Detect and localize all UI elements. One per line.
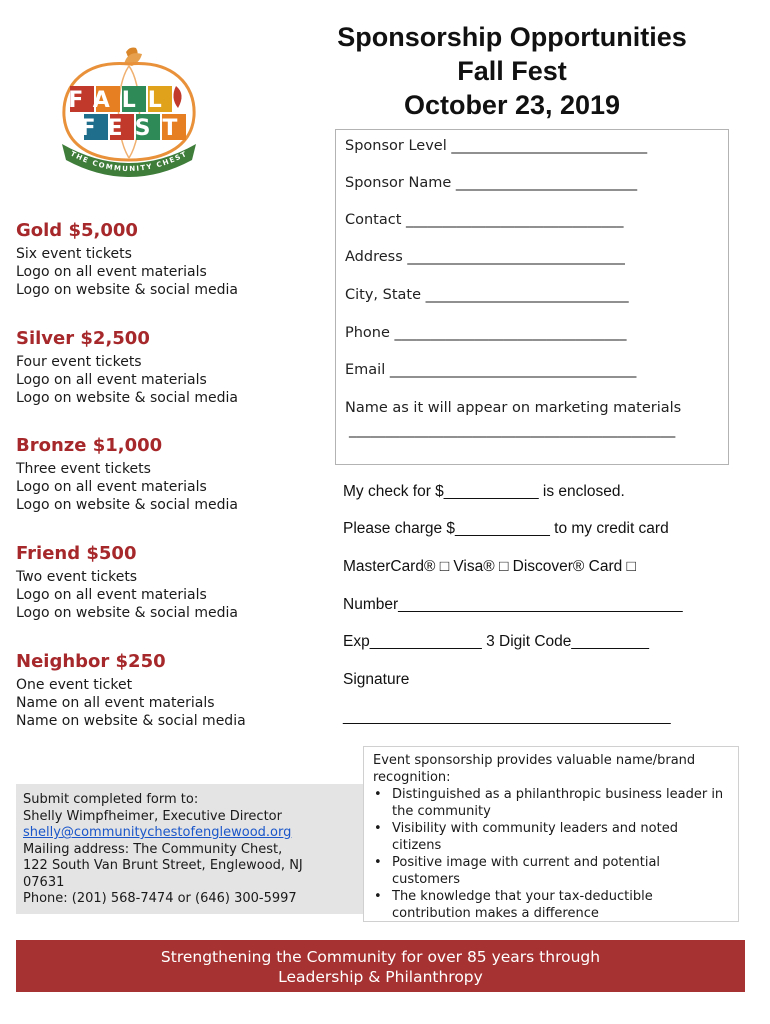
tier-friend	[16, 542, 336, 622]
signature-field[interactable]: ______________________________________	[343, 708, 671, 725]
leaf-icon	[173, 86, 181, 108]
city-state-field[interactable]: City, State ____________________________	[345, 287, 629, 303]
event-date: October 23, 2019	[403, 90, 621, 120]
marketing-name-field[interactable]: _____________________________________________	[349, 422, 676, 438]
tier-benefit: Six event tickets	[16, 246, 132, 262]
address-field[interactable]: Address ______________________________	[345, 249, 625, 265]
email-field[interactable]: Email __________________________________	[345, 362, 637, 378]
tier-benefit: Name on all event materials	[16, 695, 215, 711]
tier-silver	[16, 327, 336, 407]
footer-tagline: Strengthening the Community for over 85 years through	[160, 948, 601, 966]
svg-text:FEST: FEST	[80, 116, 190, 141]
tier-title: Friend $500	[16, 543, 137, 564]
page-title: Sponsorship Opportunities	[337, 22, 687, 52]
contact-person: Shelly Wimpfheimer, Executive Director	[23, 808, 282, 824]
logo-fall-tiles	[68, 86, 174, 113]
footer-banner	[16, 940, 745, 992]
contact-field[interactable]: Contact ______________________________	[345, 212, 624, 228]
expiry-code-field[interactable]: Exp_____________ 3 Digit Code_________	[343, 633, 649, 650]
logo-fest-tiles	[81, 114, 190, 141]
benefits-intro: Event sponsorship provides valuable name/brand recognition:	[373, 753, 696, 785]
check-amount-field[interactable]: My check for $___________ is enclosed.	[343, 483, 625, 500]
bullet-icon: •	[374, 855, 382, 870]
footer-tagline: Leadership & Philanthropy	[278, 968, 483, 986]
sponsor-level-field[interactable]: Sponsor Level ___________________________	[345, 138, 648, 154]
marketing-name-label: Name as it will appear on marketing materials	[345, 400, 682, 416]
tier-benefit: Logo on all event materials	[16, 587, 207, 603]
mailing-address-line: 07631	[23, 874, 65, 890]
tier-title: Gold $5,000	[16, 220, 138, 241]
tier-benefit: Logo on all event materials	[16, 479, 207, 495]
bullet-icon: •	[374, 787, 382, 802]
mailing-address-line: Mailing address: The Community Chest,	[23, 841, 283, 857]
list-item: • Positive image with current and potential customers	[374, 855, 661, 887]
tier-benefit: Logo on website & social media	[16, 605, 238, 621]
tier-benefit: Four event tickets	[16, 354, 142, 370]
tier-benefit: Three event tickets	[16, 461, 151, 477]
mailing-address-line: 122 South Van Brunt Street, Englewood, NJ	[23, 858, 303, 873]
charge-amount-field[interactable]: Please charge $___________ to my credit card	[343, 520, 669, 537]
fall-fest-logo	[56, 44, 202, 180]
svg-text:THE COMMUNITY CHEST: THE COMMUNITY CHEST	[69, 149, 189, 174]
tier-benefit: One event ticket	[16, 677, 133, 693]
submit-heading: Submit completed form to:	[23, 792, 199, 807]
tier-benefit: Logo on all event materials	[16, 264, 207, 280]
list-item: • The knowledge that your tax-deductible contribution makes a difference	[374, 889, 653, 921]
contact-email-link[interactable]: shelly@communitychestofenglewood.org	[23, 825, 292, 840]
tier-benefit: Logo on website & social media	[16, 497, 238, 513]
submit-info-box	[16, 784, 363, 914]
contact-phone: Phone: (201) 568-7474 or (646) 300-5997	[23, 891, 297, 906]
bullet-icon: •	[374, 889, 382, 904]
benefits-box	[363, 746, 739, 922]
sponsor-name-field[interactable]: Sponsor Name _________________________	[345, 175, 638, 191]
card-type-checkboxes[interactable]: MasterCard® □ Visa® □ Discover® Card □	[343, 558, 636, 575]
signature-label: Signature	[343, 671, 410, 688]
tier-neighbor	[16, 650, 336, 730]
tier-benefit: Logo on all event materials	[16, 372, 207, 388]
tier-title: Neighbor $250	[16, 651, 166, 672]
svg-text:FALL: FALL	[68, 88, 174, 113]
bullet-icon: •	[374, 821, 382, 836]
tier-benefit: Logo on website & social media	[16, 282, 238, 298]
phone-field[interactable]: Phone ________________________________	[345, 325, 627, 341]
event-name: Fall Fest	[457, 56, 567, 86]
tier-gold	[16, 219, 336, 299]
tier-benefit: Two event tickets	[16, 569, 138, 585]
benefits-list	[373, 786, 730, 922]
tier-title: Silver $2,500	[16, 328, 150, 349]
tier-benefit: Logo on website & social media	[16, 390, 238, 406]
tier-benefit: Name on website & social media	[16, 713, 246, 729]
card-number-field[interactable]: Number_________________________________	[343, 596, 683, 613]
list-item: • Visibility with community leaders and noted citizens	[374, 821, 678, 853]
tier-title: Bronze $1,000	[16, 435, 163, 456]
tier-bronze	[16, 434, 336, 514]
list-item: • Distinguished as a philanthropic business leader in the community	[374, 787, 724, 819]
